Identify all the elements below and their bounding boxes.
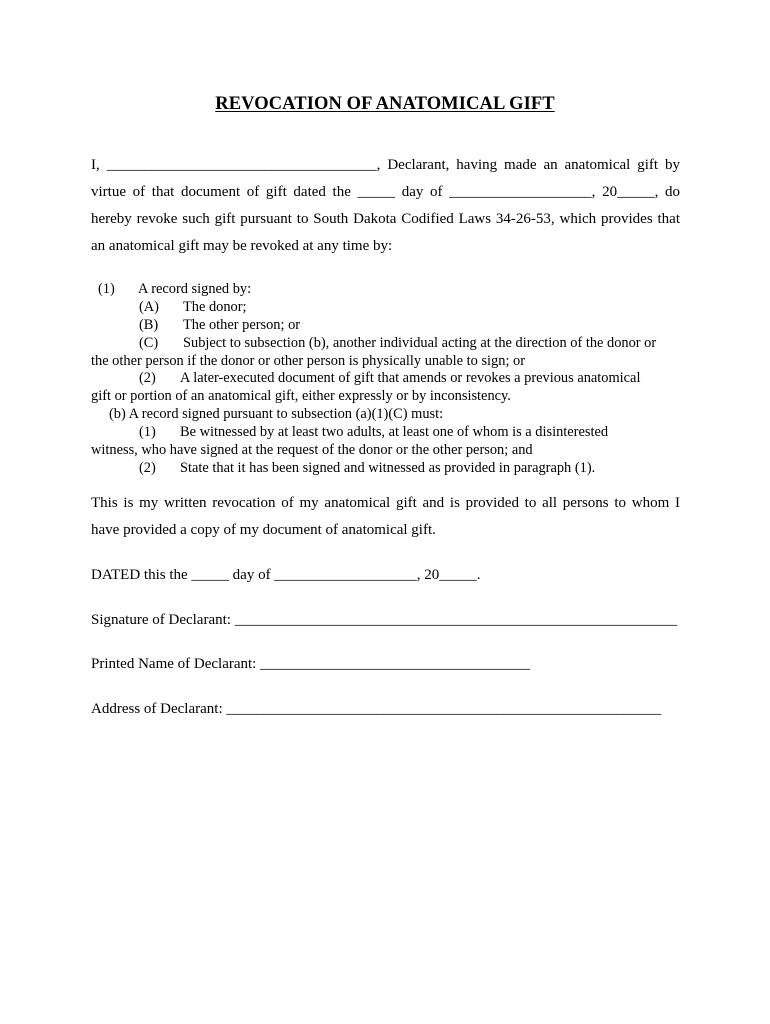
statute-text: gift or portion of an anatomical gift, either expressly or by inconsistency. bbox=[91, 388, 511, 405]
statute-text: witness, who have signed at the request of the donor or the other person; and bbox=[91, 442, 533, 459]
statute-number: (1) bbox=[98, 281, 115, 297]
intro-line: hereby revoke such gift pursuant to South Dakota Codified Laws 34-26-53, which provides that bbox=[91, 211, 680, 227]
statute-number: (1) bbox=[139, 424, 156, 441]
statute-line bbox=[91, 424, 691, 442]
statute-line bbox=[91, 299, 691, 317]
statute-line bbox=[91, 442, 691, 460]
statute-number: (2) bbox=[139, 459, 156, 476]
statute-text: (b) A record signed pursuant to subsection (a)(1)(C) must: bbox=[109, 406, 444, 423]
closing-paragraph bbox=[91, 490, 680, 544]
statute-text: The other person; or bbox=[183, 316, 301, 333]
dated-line: DATED this the _____ day of ___________________, 20_____. bbox=[91, 567, 481, 583]
statute-text: State that it has been signed and witnessed as provided in paragraph (1). bbox=[180, 459, 596, 476]
document-title: REVOCATION OF ANATOMICAL GIFT bbox=[215, 94, 555, 114]
statute-line bbox=[91, 370, 691, 388]
intro-paragraph bbox=[91, 152, 680, 260]
statute-line bbox=[91, 353, 691, 371]
statute-line bbox=[91, 335, 691, 353]
closing-line: have provided a copy of my document of anatomical gift. bbox=[91, 522, 436, 538]
statute-number: (A) bbox=[139, 298, 159, 315]
statute-excerpt bbox=[91, 281, 691, 478]
address-line: Address of Declarant: __________________________________________________________ bbox=[91, 701, 662, 717]
statute-text: Subject to subsection (b), another individual acting at the direction of the donor or bbox=[183, 334, 657, 351]
statute-text: A record signed by: bbox=[138, 281, 252, 297]
signature-line: Signature of Declarant: ___________________________________________________________ bbox=[91, 612, 678, 628]
intro-line: I, ____________________________________, Declarant, having made an anatomical gift by bbox=[91, 157, 680, 173]
statute-text: the other person if the donor or other person is physically unable to sign; or bbox=[91, 352, 526, 369]
closing-line: This is my written revocation of my anatomical gift and is provided to all persons to whom I bbox=[91, 495, 680, 511]
printed-name-line: Printed Name of Declarant: ____________________________________ bbox=[91, 656, 531, 672]
statute-line bbox=[91, 406, 691, 424]
statute-line bbox=[91, 460, 691, 478]
statute-text: Be witnessed by at least two adults, at least one of whom is a disinterested bbox=[180, 424, 609, 441]
intro-line: virtue of that document of gift dated the _____ day of ___________________, 20_____, do bbox=[91, 184, 680, 200]
statute-text: A later-executed document of gift that amends or revokes a previous anatomical bbox=[180, 370, 641, 387]
statute-line bbox=[91, 317, 691, 335]
statute-number: (B) bbox=[139, 316, 159, 333]
statute-line bbox=[91, 281, 691, 299]
statute-line bbox=[91, 388, 691, 406]
statute-number: (C) bbox=[139, 334, 159, 351]
statute-text: The donor; bbox=[183, 298, 247, 315]
intro-line: an anatomical gift may be revoked at any time by: bbox=[91, 238, 393, 254]
statute-number: (2) bbox=[139, 370, 156, 387]
